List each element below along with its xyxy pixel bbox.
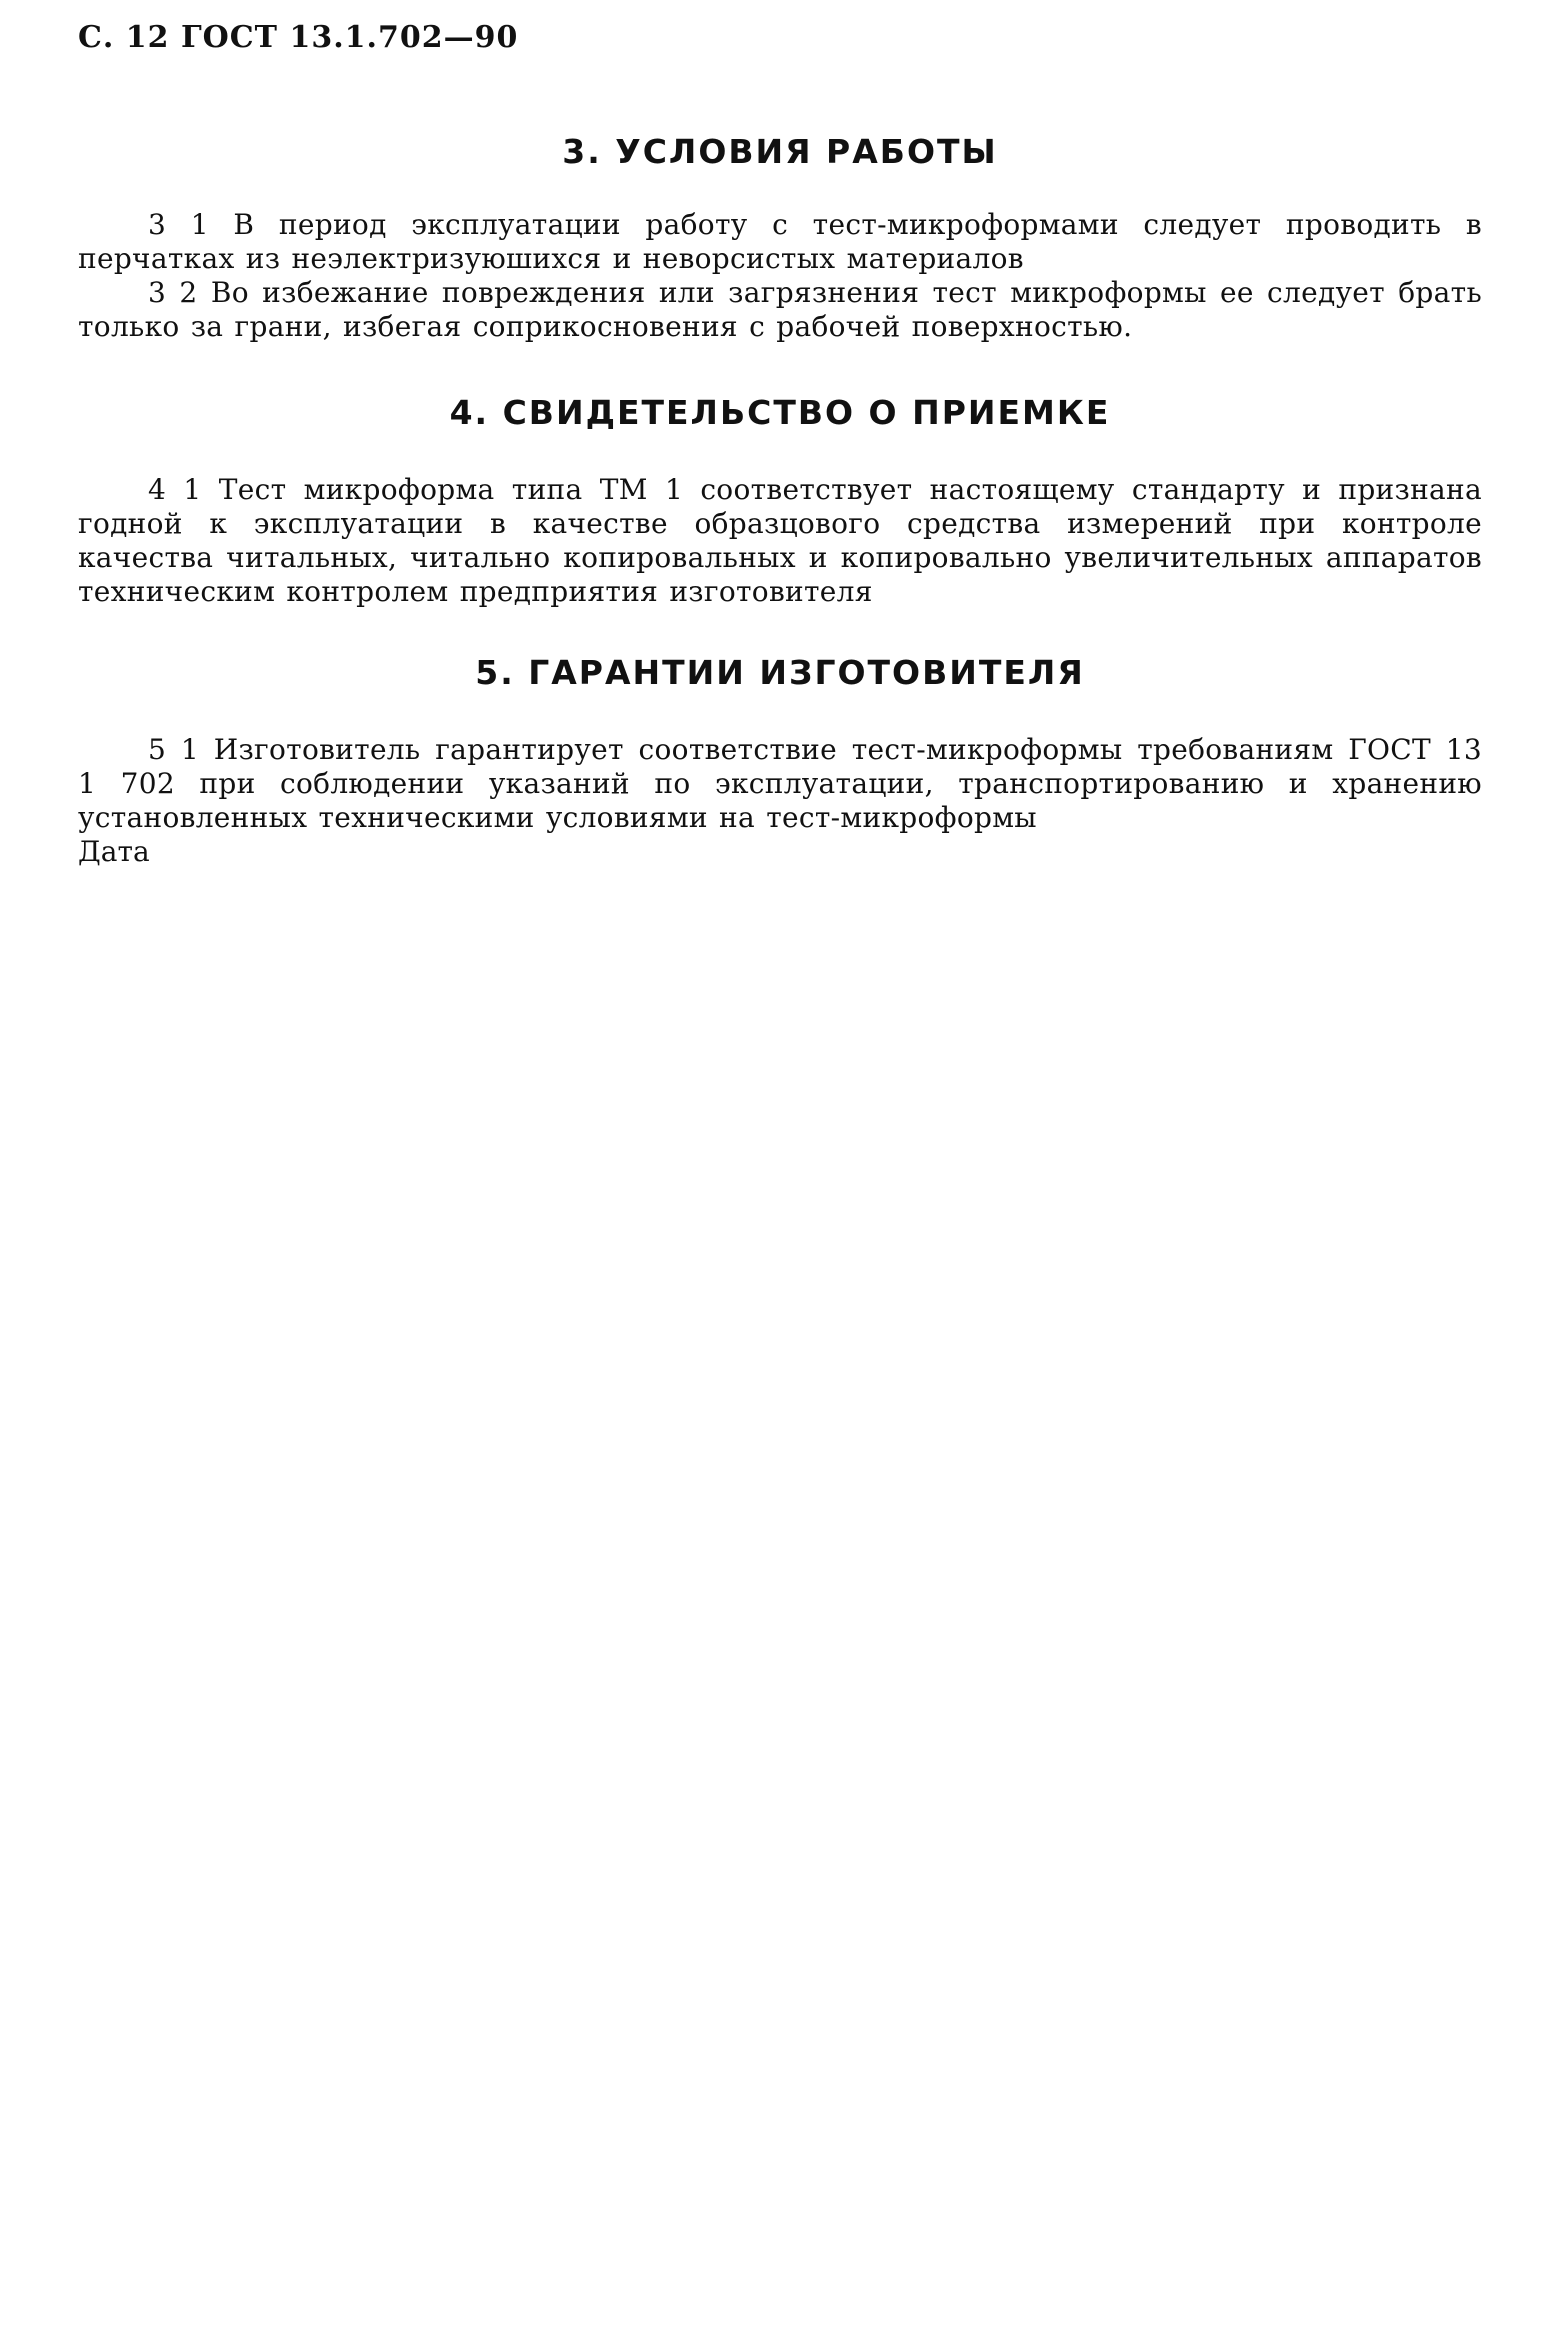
- section-body: [78, 733, 1482, 869]
- section-manufacturer-warranty: [78, 651, 1482, 869]
- section-working-conditions: [78, 130, 1482, 344]
- document-page: [78, 18, 1482, 869]
- paragraph-4-1: 4 1 Тест микроформа типа ТМ 1 соответствует настоящему стандарту и признана годной к эксплуатации в качестве образцового средства измерений при контроле качества читальных, читально копировальных и копировально увеличительных аппаратов техническим контролем предприятия изготовителя: [78, 473, 1482, 608]
- paragraph-3-2: 3 2 Во избежание повреждения или загрязнения тест микроформы ее следует брать только за грани, избегая соприкосновения с рабочей поверхностью.: [78, 276, 1482, 343]
- running-head: С. 12 ГОСТ 13.1.702—90: [78, 20, 519, 55]
- section-title: 5. ГАРАНТИИ ИЗГОТОВИТЕЛЯ: [475, 653, 1085, 692]
- date-label: Дата: [78, 835, 150, 868]
- section-acceptance-certificate: [78, 391, 1482, 609]
- section-title: 3. УСЛОВИЯ РАБОТЫ: [562, 132, 998, 171]
- section-title: 4. СВИДЕТЕЛЬСТВО О ПРИЕМКЕ: [449, 393, 1111, 432]
- section-body: [78, 473, 1482, 609]
- paragraph-3-1: 3 1 В период эксплуатации работу с тест-микроформами следует проводить в перчатках из неэлектризуюшихся и неворсистых материалов: [78, 208, 1482, 275]
- section-body: [78, 208, 1482, 344]
- paragraph-5-1: 5 1 Изготовитель гарантирует соответствие тест-микроформы требованиям ГОСТ 13 1 702 при соблюдении указаний по эксплуатации, транспортированию и хранению установленных техническими условиями на тест-микроформы: [78, 733, 1482, 834]
